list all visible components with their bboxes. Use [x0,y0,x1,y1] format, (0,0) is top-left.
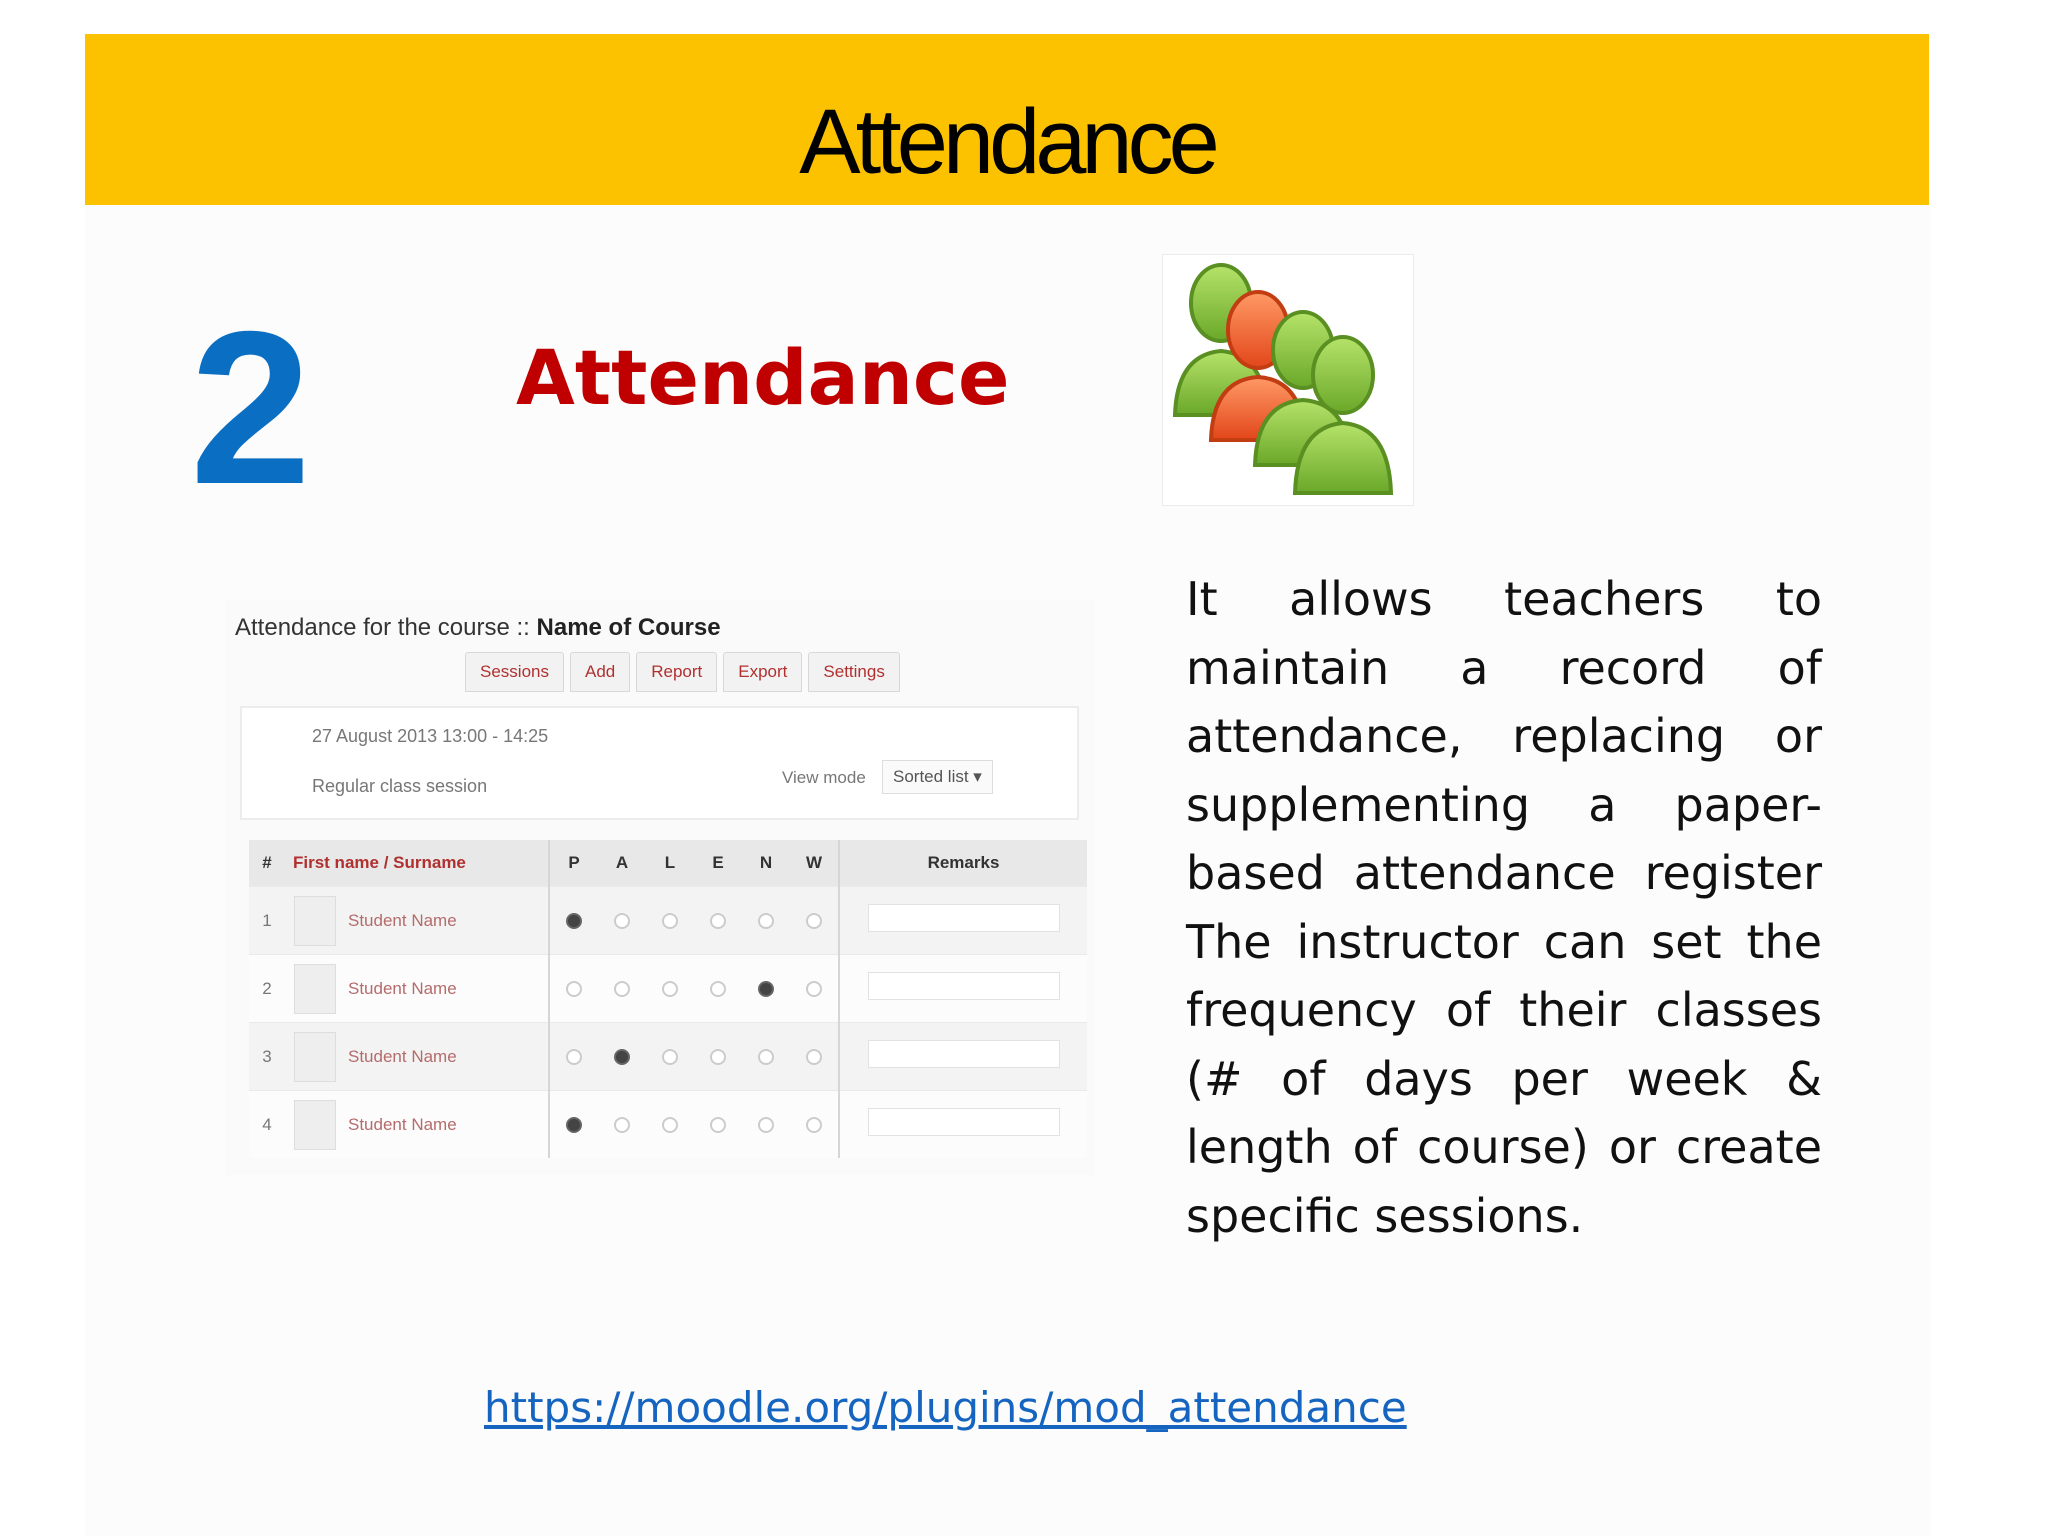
screenshot-title: Attendance for the course :: Name of Course [235,614,721,641]
status-radio[interactable] [806,981,822,997]
attendance-table [249,840,1087,1158]
status-radio[interactable] [614,913,630,929]
description [1186,565,1822,1250]
student-cell [285,955,549,1023]
description-line: frequency of their classes [1186,983,1822,1037]
tab-export[interactable]: Export [723,652,802,692]
session-info [240,706,1079,820]
avatar [294,896,336,946]
status-radio[interactable] [566,981,582,997]
avatar [294,1032,336,1082]
status-radio[interactable] [662,1049,678,1065]
col-header: N [742,840,790,887]
title-banner [85,34,1929,205]
table-row [249,1023,1087,1091]
people-group-icon [1162,254,1414,506]
status-radio[interactable] [758,981,774,997]
col-header: W [790,840,839,887]
col-header: E [694,840,742,887]
attendance-screenshot [225,600,1095,1175]
description-line: length of course) or create [1186,1120,1822,1174]
status-radio[interactable] [758,1117,774,1133]
student-name[interactable]: Student Name [348,978,457,998]
tab-add[interactable]: Add [570,652,630,692]
student-name[interactable]: Student Name [348,910,457,930]
col-header: P [549,840,598,887]
view-mode-select[interactable]: Sorted list ▾ [882,760,993,794]
status-radio[interactable] [614,1117,630,1133]
status-radio[interactable] [710,1049,726,1065]
col-header: A [598,840,646,887]
col-header: First name / Surname [285,840,549,887]
status-radio[interactable] [614,1049,630,1065]
status-radio[interactable] [614,981,630,997]
slide-title: Attendance [799,91,1215,193]
view-mode-label: View mode [782,768,866,787]
description-line: (# of days per week & [1186,1051,1822,1106]
status-radio[interactable] [662,913,678,929]
student-name[interactable]: Student Name [348,1046,457,1066]
table-row [249,955,1087,1023]
status-radio[interactable] [566,1049,582,1065]
session-description: Regular class session [312,776,488,796]
description-line: The instructor can set the [1186,914,1822,969]
student-cell [285,1023,549,1091]
status-radio[interactable] [758,1049,774,1065]
section-title: Attendance [516,333,1010,422]
description-line: maintain a record of [1186,640,1822,695]
description-line: based attendance register [1186,846,1822,900]
row-number: 1 [249,887,285,955]
screenshot-tabs [465,652,900,692]
remarks-input[interactable] [868,1040,1060,1068]
remarks-input[interactable] [868,1108,1060,1136]
student-name[interactable]: Student Name [348,1114,457,1134]
row-number: 4 [249,1091,285,1159]
description-line: It allows teachers to [1186,572,1822,626]
session-date: 27 August 2013 13:00 - 14:25 [312,726,549,746]
remarks-input[interactable] [868,972,1060,1000]
remarks-input[interactable] [868,904,1060,932]
status-radio[interactable] [710,913,726,929]
row-number: 3 [249,1023,285,1091]
col-header: # [249,840,285,887]
status-radio[interactable] [566,913,582,929]
student-cell [285,887,549,955]
col-header: Remarks [839,840,1087,887]
status-radio[interactable] [806,1049,822,1065]
status-radio[interactable] [710,981,726,997]
row-number: 2 [249,955,285,1023]
tab-report[interactable]: Report [636,652,717,692]
status-radio[interactable] [662,981,678,997]
student-cell [285,1091,549,1159]
status-radio[interactable] [566,1117,582,1133]
description-line: specific sessions. [1186,1188,1584,1243]
tab-sessions[interactable]: Sessions [465,652,564,692]
description-line: supplementing a paper- [1186,777,1822,832]
description-line: attendance, replacing or [1186,709,1822,763]
plugin-link[interactable]: https://moodle.org/plugins/mod_attendance [484,1383,1407,1432]
slide-number: 2 [190,287,312,530]
status-radio[interactable] [806,913,822,929]
table-row [249,1091,1087,1159]
status-radio[interactable] [758,913,774,929]
avatar [294,1100,336,1150]
status-radio[interactable] [806,1117,822,1133]
avatar [294,964,336,1014]
status-radio[interactable] [662,1117,678,1133]
col-header: L [646,840,694,887]
table-row [249,887,1087,955]
tab-settings[interactable]: Settings [808,652,899,692]
status-radio[interactable] [710,1117,726,1133]
